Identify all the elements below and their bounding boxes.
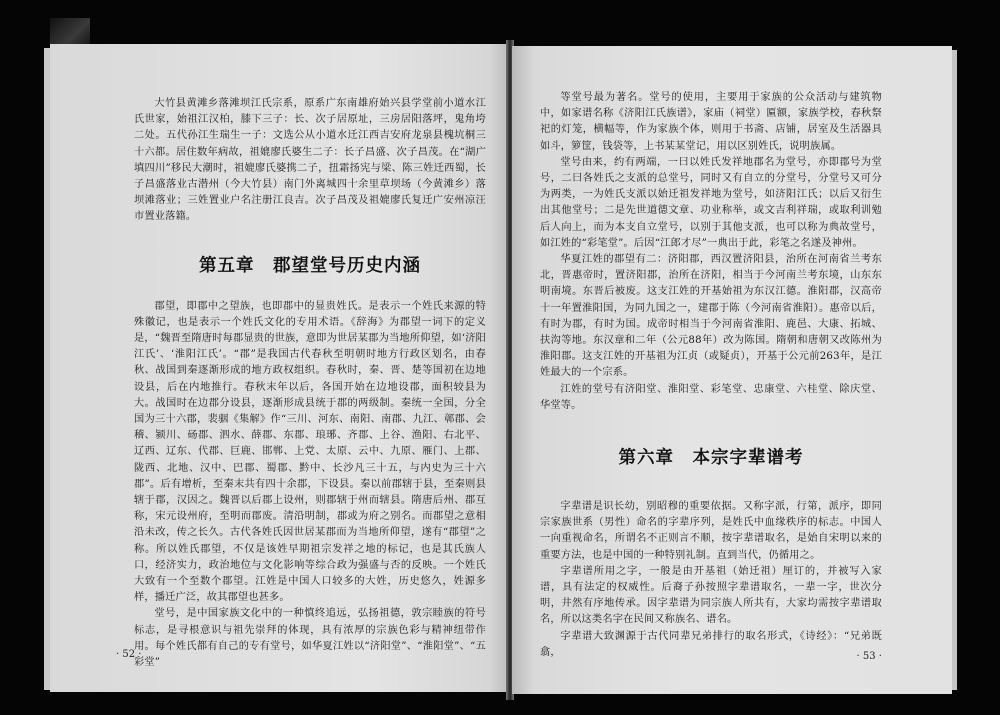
paragraph: 等堂号最为著名。堂号的使用，主要用于家族的公众活动与建筑物中，如家谱名称《济阳江氏族谱》，家庙（祠堂）匾额，家族学校，春秋祭祀的灯笼，横幅等，作为家族个体，则用于书斋、店铺，居室及生活器具如斗，箩筐，钱袋等，上书某某堂记，用以区别姓氏，说明族属。 — [540, 92, 882, 152]
right-page — [512, 46, 952, 694]
page-number: · 53 · — [856, 651, 882, 662]
paragraph: 郡望，即郡中之望族，也即郡中的显贵姓氏。是表示一个姓氏来源的特殊徽记，也是表示一个姓氏文化的专用术语。《辞海》为郡望一词下的定义是，“魏晋至隋唐时每郡显贵的世族，意即为世居某郡为当地所仰望，如‘济阳江氏’、‘淮阳江氏’。“郡”是我国古代春秋至明朝时地方行政区划名，由春秋、战国到秦逐渐形成的地方政权组织。春秋时，秦、晋、楚等国初在边地设县，后在内地推行。春秋末年以后，各国开始在边地设郡，面积较县为大。战国时在边郡分设县，逐渐形成县统于郡的两级制。秦统一全国，分全国为三十六郡，裴骃《集解》作“三川、河东、南阳、南郡、九江、鄣郡、会稽、颍川、砀郡、泗水、薛郡、东郡、琅琊、齐郡、上谷、渔阳、右北平、辽西、辽东、代郡、巨鹿、邯郸、上党、太原、云中、九原、雁门、上郡、陇西、北地、汉中、巴郡、蜀郡、黔中、长沙凡三十五，与内史为三十六郡”。后有增析，至秦末共有四十余郡，下设县。秦以前郡辖于县，至秦则县辖于郡，汉因之。魏晋以后郡上设州，则郡辖于州而辖县。隋唐后州、郡互称，宋元设州府，至明而郡废。清沿明制，郡或为府之别名。而郡望之意相沿未改，传之长久。古代各姓氏因世居某郡而为当地所仰望，遂有“郡望”之称。所以姓氏郡望，不仅是该姓早期祖宗发祥之地的标记，也是其氏族人口，经济实力，政治地位与文化影响等综合政为强盛与否的反映。一个姓氏大致有一个至数个郡望。江姓是中国人口较多的大姓，历史悠久，姓源多样，播迁广泛，故其郡望也甚多。 — [134, 300, 486, 604]
paragraph: 华夏江姓的郡望有二：济阳郡，西汉置济阳县，治所在河南省兰考东北，晋惠帝时，置济阳郡，治所在济阳，相当于今河南兰考东境，山东东明南境。东晋后被废。这支江姓的开基始祖为东汉江德。淮阳郡，汉高帝十一年置淮阳国，为同九国之一，建郡于陈（今河南省淮阳）。惠帝以后，有时为郡，有时为国。成帝时相当于今河南省淮阳、鹿邑、大康、拓城、扶沟等地。东汉章和二年（公元88年）改为陈国。隋朝和唐朝又改陈州为淮阳郡。这支江姓的开基祖为江贞（或疑贞），开基于公元前263年，是江姓最大的一个宗系。 — [540, 254, 882, 379]
paragraph: 字辈谱是识长幼，别昭穆的重要依据。又称字派，行第，派序，即同宗家族世系（男性）命名的字辈序列，是姓氏中血缘秩序的标志。中国人一向重视命名，所谓名不正则言不顺，按字辈谱取名，是始自宋明以来的重要方法，也是中国的一种特别礼制。直到当代，仍循用之。 — [540, 501, 882, 561]
page-number: · 52 · — [116, 649, 142, 660]
paragraph: 大竹县黄滩乡落滩坝江氏宗系，原系广东南雄府始兴县学堂前小道水江氏世家，始祖江汉柏，膝下三子：长、次子居原址，三房居阳落坪，鬼角垮二处。五代孙江生瑞生一子：文选公从小道水迁江西吉安府龙泉县槐坑桐三十六都。居住数年病故，祖媲廖氏婆生二子：长子昌盛、次子昌茂。在“湖广填四川”移民大潮时，祖媲廖氏婆携二子，扭霜扬宪与梁、陈三姓迁西蜀，长子昌盛落业古潜州（今大竹县）南门外离城四十余里草坝场（今黄滩乡）落坝滩落业；三姓置业户名注册江良吉。次子昌茂及祖媲廖氏复迁广安州凉汪市置业落籍。 — [134, 98, 486, 223]
paragraph: 字辈谱大致渊源于古代同辈兄弟排行的取名形式，《诗经》：“兄弟既翕， — [540, 630, 882, 658]
chapter-title: 第六章 本宗字辈谱考 — [618, 448, 804, 469]
left-page — [50, 44, 508, 692]
paragraph: 字辈谱所用之字，一般是由开基祖（始迁祖）厘订的，并被写入家谱，具有法定的权威性。后裔子孙按照字辈谱取名，一辈一字，世次分明，井然有序地传承。因字辈谱为同宗族人所共有，大家均需按字辈谱取名，所以这类名字在民间又称族名、谱名。 — [540, 565, 882, 626]
paragraph: 江姓的堂号有济阳堂、淮阳堂、彩笔堂、忠康堂、六桂堂、除庆堂、华堂等。 — [540, 383, 882, 411]
paragraph: 堂号由来，约有两端，一曰以姓氏发祥地郡名为堂号，亦即郡号为堂号，二曰各姓氏之支派的总堂号，同时又有自立的分堂号，分堂号又可分为两类，一为姓氏支派以始迁祖发祥地为堂号，如济阳江氏；以后又衍生出其他堂号；二是先世道德文章、功业称举，或文吉利祥瑞，或取利训勉后人向上，而为本支自立堂号，以别于其他支派，也可以称为典故堂号，如江姓的“彩笔堂”。后因“江郎才尽”一典出于此，彩笔之名遂及神州。 — [540, 156, 882, 249]
chapter-title: 第五章 郡望堂号历史内涵 — [199, 255, 421, 276]
paragraph: 堂号，是中国家族文化中的一种慎终追远，弘扬祖德，敦宗睦族的符号标志，是寻根意识与祖先崇拜的体现，具有浓厚的宗族色彩与精神纽带作用。每个姓氏都有自己的专有堂号，如华夏江姓以“济阳堂”、“淮阳堂”、“五彩堂” — [134, 608, 486, 669]
